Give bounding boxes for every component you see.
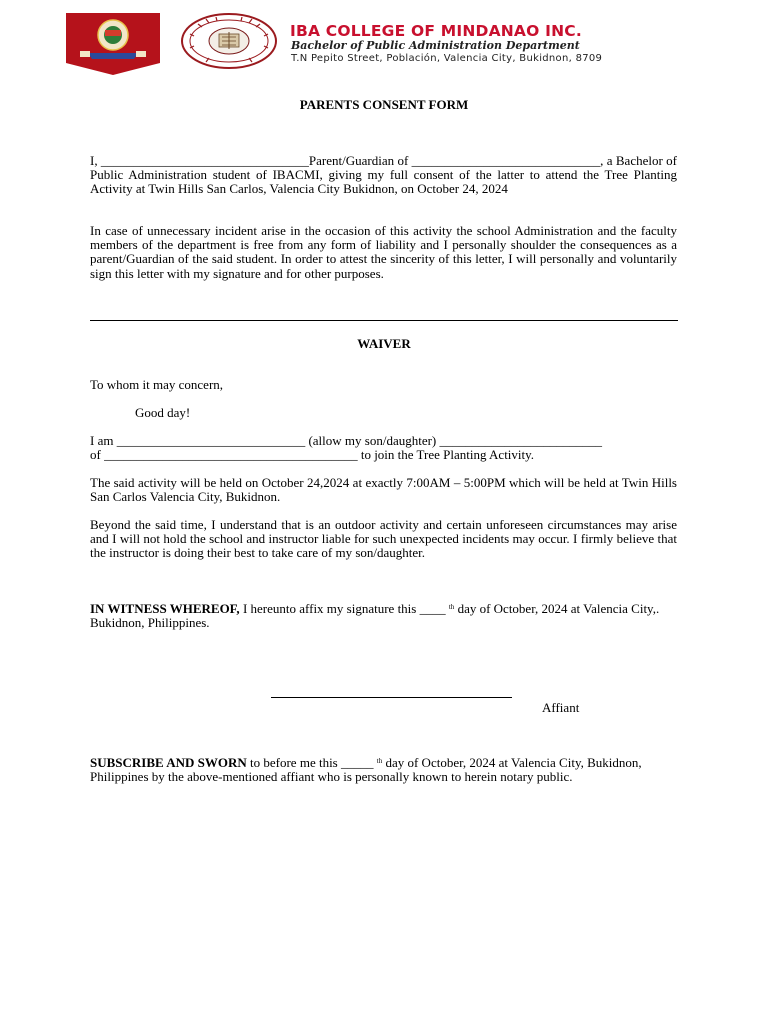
witness-ordinal: th [448,603,455,611]
affiant-label: Affiant [542,700,580,715]
notary-paragraph [90,756,677,784]
waiver-fill-line-2: of _______________________________________ to join the Tree Planting Activity. [90,447,535,462]
witness-text-b: day of October, 2024 at Valencia City,. Bukidnon, Philippines. [90,601,660,631]
notary-heading: SUBSCRIBE AND SWORN [90,755,247,770]
witness-heading: IN WITNESS WHEREOF, [90,601,240,616]
witness-text-a: I hereunto affix my signature this ____ [239,601,449,616]
notary-text-b: day of October, 2024 at Valencia City, Bukidnon, Philippines by the above-mentioned affiant who is personally known to herein notary public. [90,755,642,785]
department-seal-logo [180,12,278,70]
liability-waiver-paragraph: Beyond the said time, I understand that is an outdoor activity and certain unforeseen circumstances may arise and I will not hold the school and instructor liable for such unexpected incidents may occur. I firmly believe that the instructor is doing their best to take care of my son/daughter. [90,517,677,561]
waiver-greeting: Good day! [135,405,191,420]
section-divider [90,320,678,321]
witness-paragraph [90,602,677,630]
liability-paragraph: In case of unnecessary incident arise in the occasion of this activity the school Administration and the faculty members of the department is free from any form of liability and I personally shoulder the consequences as a parent/Guardian of the said student. In order to attest the sincerity of this letter, I will personally and voluntarily sign this letter with my signature and for other purposes. [90,223,677,281]
schedule-paragraph: The said activity will be held on October 24,2024 at exactly 7:00AM – 5:00PM which will be held at Twin Hills San Carlos Valencia City, Bukidnon. [90,475,677,505]
signature-line [271,697,512,698]
notary-text-a: to before me this _____ [246,755,377,770]
college-address: T.N Pepito Street, Población, Valencia City, Bukidnon, 8709 [291,53,603,64]
consent-paragraph: I, ________________________________Parent/Guardian of _____________________________, a Bachelor of Public Administration student of IBACMI, giving my full consent of the latter to attend the Tree Planting Activity at Twin Hills San Carlos, Valencia City Bukidnon, on October 24, 2024 [90,153,677,197]
college-shield-logo [64,11,162,77]
waiver-title: WAIVER [357,336,411,351]
waiver-fill-line-1: I am _____________________________ (allow my son/daughter) _________________________ [90,433,603,448]
form-title: PARENTS CONSENT FORM [299,97,469,112]
notary-ordinal: th [376,757,383,765]
waiver-salutation: To whom it may concern, [90,377,224,392]
department-name: Bachelor of Public Administration Department [291,39,580,52]
college-name: IBA COLLEGE OF MINDANAO INC. [290,22,582,40]
